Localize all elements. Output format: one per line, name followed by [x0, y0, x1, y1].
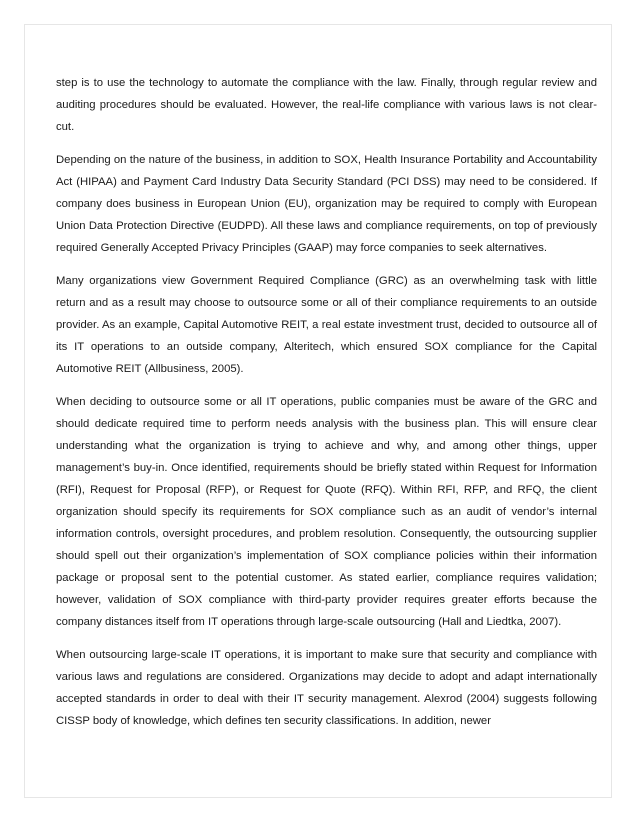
document-body	[56, 72, 597, 743]
paragraph-3: Many organizations view Government Required Compliance (GRC) as an overwhelming task with little return and as a result may choose to outsource some or all of their compliance requirements to an outside provider. As an example, Capital Automotive REIT, a real estate investment trust, decided to outsource all of its IT operations to an outside company, Alteritech, which ensured SOX compliance for the Capital Automotive REIT (Allbusiness, 2005).	[56, 275, 597, 375]
paragraph-2: Depending on the nature of the business, in addition to SOX, Health Insurance Portability and Accountability Act (HIPAA) and Payment Card Industry Data Security Standard (PCI DSS) may need to be considered. If company does business in European Union (EU), organization may be required to comply with European Union Data Protection Directive (EUDPD). All these laws and compliance requirements, on top of previously required Generally Accepted Privacy Principles (GAAP) may force companies to seek alternatives.	[56, 154, 597, 254]
paragraph-5: When outsourcing large-scale IT operations, it is important to make sure that security and compliance with various laws and regulations are considered. Organizations may decide to adopt and adapt internationally accepted standards in order to deal with their IT security management. Alexrod (2004) suggests following CISSP body of knowledge, which defines ten security classifications. In addition, newer	[56, 649, 597, 727]
paragraph-4: When deciding to outsource some or all IT operations, public companies must be aware of the GRC and should dedicate required time to perform needs analysis with the business plan. This will ensure clear understanding what the organization is trying to achieve and why, and among other things, upper management’s buy-in. Once identified, requirements should be briefly stated within Request for Information (RFI), Request for Proposal (RFP), or Request for Quote (RFQ). Within RFI, RFP, and RFQ, the client organization should specify its requirements for SOX compliance such as an audit of vendor’s internal information controls, oversight procedures, and problem resolution. Consequently, the outsourcing supplier should spell out their organization’s implementation of SOX compliance policies within their information package or proposal sent to the potential customer. As stated earlier, compliance requires validation; however, validation of SOX compliance with third-party provider requires greater efforts because the company distances itself from IT operations through large-scale outsourcing (Hall and Liedtka, 2007).	[56, 396, 597, 628]
paragraph-1: step is to use the technology to automate the compliance with the law. Finally, through regular review and auditing procedures should be evaluated. However, the real-life compliance with various laws is not clear-cut.	[56, 77, 597, 133]
